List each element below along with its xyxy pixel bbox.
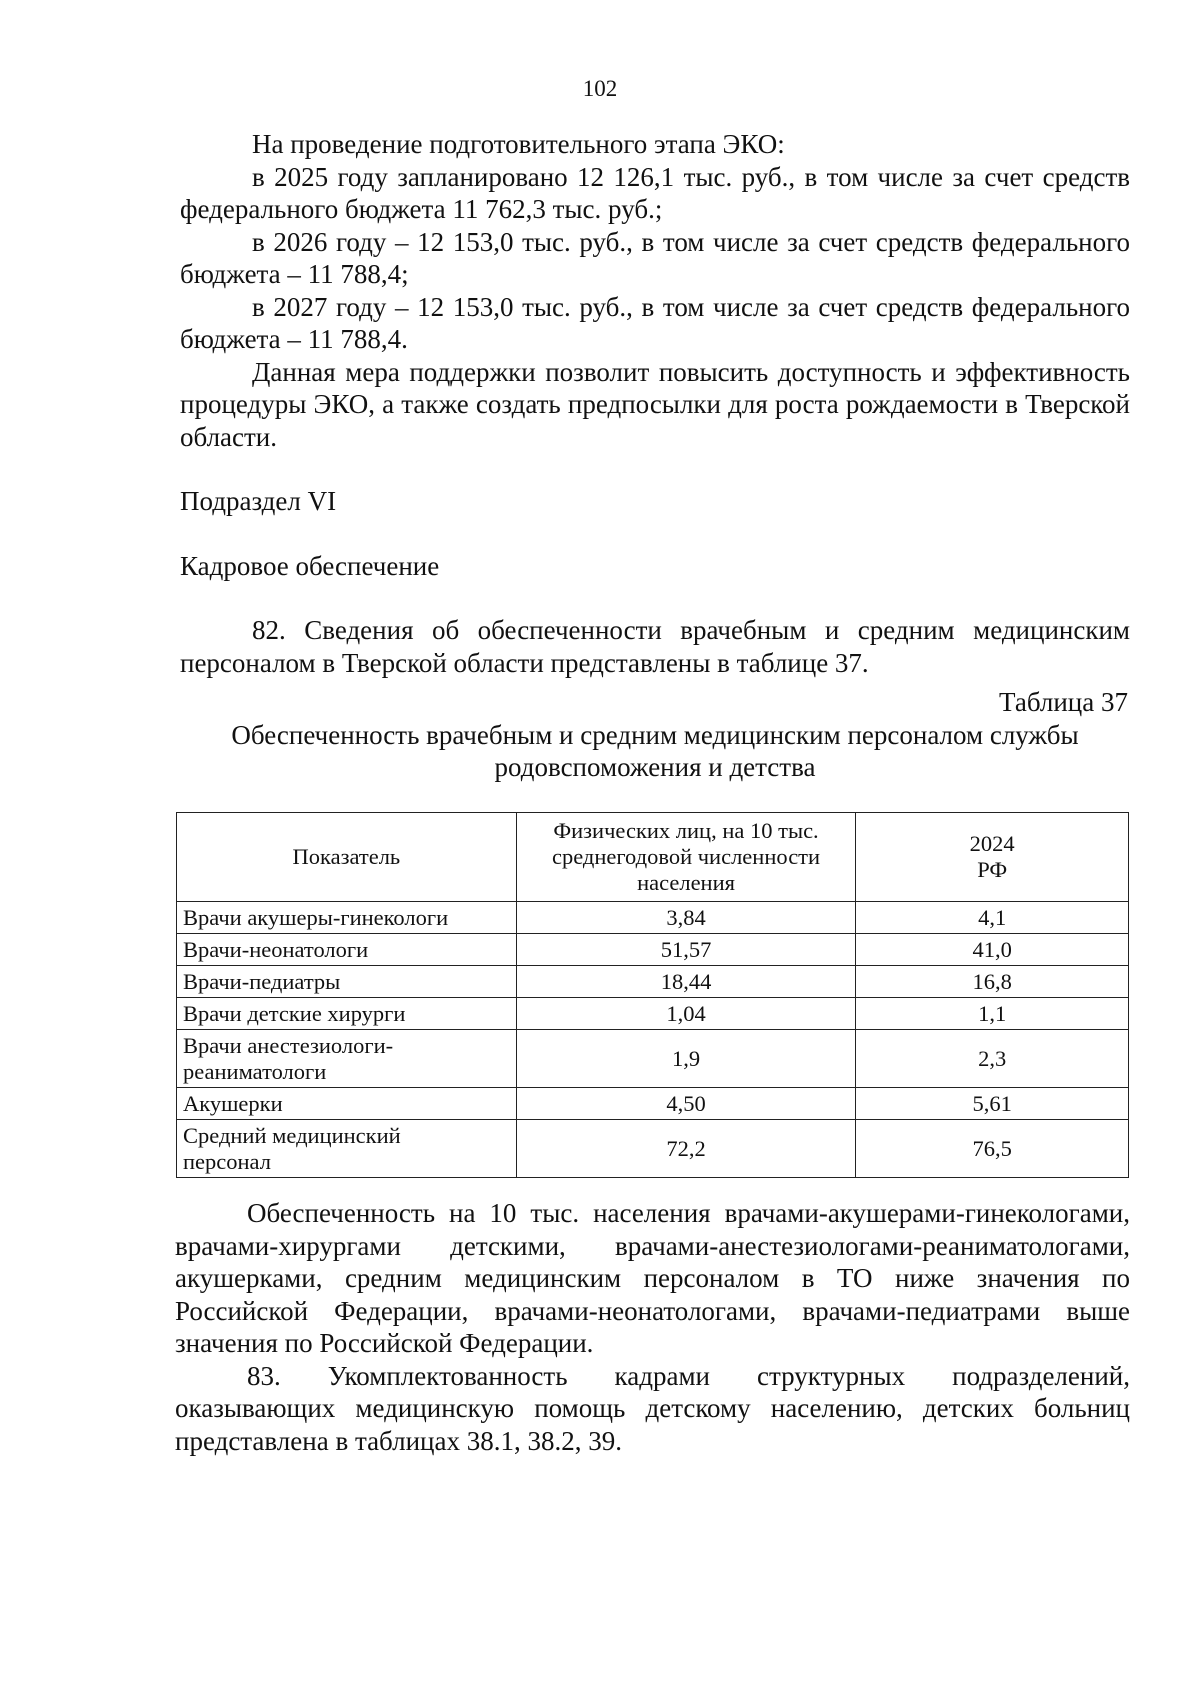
- row-name-line-1: Средний медицинский: [183, 1122, 401, 1148]
- table-title-line-2: родовспоможения и детства: [494, 752, 816, 782]
- after-table-text: [175, 1197, 1130, 1457]
- table-row: [177, 1088, 1129, 1120]
- row-rf-value: 1,1: [856, 998, 1129, 1030]
- table-header-row: [177, 813, 1129, 902]
- row-rf-value: 4,1: [856, 902, 1129, 934]
- row-name-line-2: персонал: [183, 1148, 271, 1174]
- table-row: [177, 1030, 1129, 1088]
- row-value: 18,44: [516, 966, 856, 998]
- paragraph-2025: в 2025 году запланировано 12 126,1 тыс. руб., в том числе за счет средств федерального бюджета 11 762,3 тыс. руб.;: [180, 161, 1130, 224]
- table-row: [177, 934, 1129, 966]
- header-per-10k-line-3: населения: [637, 870, 735, 895]
- table-row: [177, 902, 1129, 934]
- row-value: 1,9: [516, 1030, 856, 1088]
- row-name: Врачи-неонатологи: [177, 934, 517, 966]
- row-name: [177, 1030, 517, 1088]
- row-name-line-2: реаниматологи: [183, 1058, 327, 1084]
- row-rf-value: 2,3: [856, 1030, 1129, 1088]
- row-value: 3,84: [516, 902, 856, 934]
- main-text: [180, 128, 1130, 679]
- row-rf-value: 76,5: [856, 1120, 1129, 1178]
- paragraph-support-measure: Данная мера поддержки позволит повысить доступность и эффективность процедуры ЭКО, а также создать предпосылки для роста рождаемости в Тверской области.: [180, 356, 1130, 452]
- header-per-10k-line-2: среднегодовой численности: [551, 844, 821, 869]
- table-label: Таблица 37: [999, 687, 1128, 717]
- row-value: 51,57: [516, 934, 856, 966]
- header-per-10k: [516, 813, 856, 902]
- header-rf: РФ: [977, 857, 1008, 882]
- row-rf-value: 41,0: [856, 934, 1129, 966]
- subsection-heading: Подраздел VI: [180, 486, 337, 516]
- row-name: [177, 1120, 517, 1178]
- table-row: [177, 966, 1129, 998]
- paragraph-2026: в 2026 году – 12 153,0 тыс. руб., в том числе за счет средств федерального бюджета – 11 788,4;: [180, 226, 1130, 289]
- table-row: [177, 1120, 1129, 1178]
- header-indicator: Показатель: [177, 813, 517, 902]
- row-name: Врачи-педиатры: [177, 966, 517, 998]
- row-name: Акушерки: [177, 1088, 517, 1120]
- row-value: 72,2: [516, 1120, 856, 1178]
- paragraph-83: 83. Укомплектованность кадрами структурных подразделений, оказывающих медицинскую помощь детскому населению, детских больниц представлена в таблицах 38.1, 38.2, 39.: [175, 1360, 1130, 1456]
- row-name-line-1: Врачи анестезиологи-: [183, 1032, 394, 1058]
- row-name: Врачи акушеры-гинекологи: [177, 902, 517, 934]
- row-value: 4,50: [516, 1088, 856, 1120]
- row-value: 1,04: [516, 998, 856, 1030]
- paragraph-eco-intro: На проведение подготовительного этапа ЭКО:: [252, 129, 785, 159]
- row-rf-value: 16,8: [856, 966, 1129, 998]
- section-title: Кадровое обеспечение: [180, 550, 440, 581]
- staffing-table: [176, 812, 1129, 1178]
- row-name: Врачи детские хирурги: [177, 998, 517, 1030]
- paragraph-provision-summary: Обеспеченность на 10 тыс. населения врачами-акушерами-гинекологами, врачами-хирургами детскими, врачами-анестезиологами-реаниматологами, акушерками, средним медицинским персоналом в ТО ниже значения по Российской Федерации, врачами-неонатологами, врачами-педиатрами выше значения по Российской Федерации.: [175, 1198, 1130, 1358]
- header-year: 2024: [969, 831, 1015, 856]
- page-number: 102: [582, 76, 618, 101]
- table-title: [180, 719, 1130, 783]
- table-row: [177, 998, 1129, 1030]
- header-per-10k-line-1: Физических лиц, на 10 тыс.: [553, 818, 819, 843]
- table-title-line-1: Обеспеченность врачебным и средним медицинским персоналом службы: [231, 720, 1079, 750]
- header-2024-rf: [856, 813, 1129, 902]
- row-rf-value: 5,61: [856, 1088, 1129, 1120]
- paragraph-82: 82. Сведения об обеспеченности врачебным и средним медицинским персоналом в Тверской области представлены в таблице 37.: [180, 615, 1130, 678]
- paragraph-2027: в 2027 году – 12 153,0 тыс. руб., в том числе за счет средств федерального бюджета – 11 788,4.: [180, 291, 1130, 354]
